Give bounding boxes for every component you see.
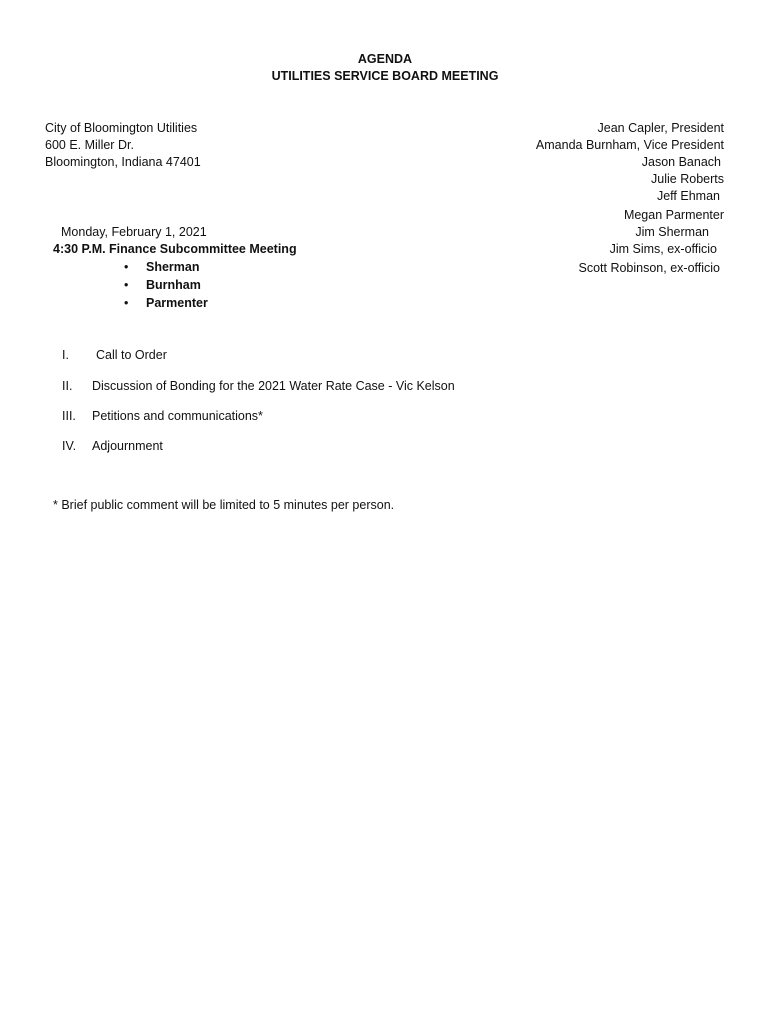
agenda-item-number: II. bbox=[62, 379, 73, 393]
board-member: Jean Capler, President bbox=[597, 121, 724, 135]
address-line-street: 600 E. Miller Dr. bbox=[45, 138, 134, 152]
board-member: Megan Parmenter bbox=[623, 208, 724, 222]
subcommittee-member: • Burnham bbox=[146, 277, 208, 295]
subcommittee-member: • Parmenter bbox=[146, 295, 208, 313]
agenda-item-text: Discussion of Bonding for the 2021 Water Rate Case - Vic Kelson bbox=[92, 379, 455, 393]
address-line-organization: City of Bloomington Utilities bbox=[45, 121, 198, 135]
subcommittee-members-list bbox=[146, 259, 208, 313]
agenda-item-text: Adjournment bbox=[92, 439, 163, 453]
board-member: Jim Sims, ex-officio bbox=[609, 242, 717, 256]
board-member: Jason Banach bbox=[641, 155, 721, 169]
agenda-item-number: III. bbox=[62, 409, 76, 423]
agenda-item-text: Call to Order bbox=[96, 348, 167, 362]
agenda-item-number: IV. bbox=[62, 439, 77, 453]
meeting-date: Monday, February 1, 2021 bbox=[61, 225, 207, 239]
subcommittee-heading: 4:30 P.M. Finance Subcommittee Meeting bbox=[53, 242, 297, 256]
agenda-item-number: I. bbox=[62, 348, 69, 362]
subcommittee-member: • Sherman bbox=[146, 259, 208, 277]
board-member: Jim Sherman bbox=[635, 225, 709, 239]
meeting-title: UTILITIES SERVICE BOARD MEETING bbox=[271, 69, 499, 83]
agenda-item-text: Petitions and communications* bbox=[92, 409, 263, 423]
board-member: Jeff Ehman bbox=[656, 189, 720, 203]
board-member: Amanda Burnham, Vice President bbox=[535, 138, 724, 152]
footnote: * Brief public comment will be limited to 5 minutes per person. bbox=[53, 498, 395, 512]
agenda-title: AGENDA bbox=[357, 52, 413, 66]
address-line-city: Bloomington, Indiana 47401 bbox=[45, 155, 201, 169]
board-member: Scott Robinson, ex-officio bbox=[578, 261, 720, 275]
board-member: Julie Roberts bbox=[651, 172, 724, 186]
